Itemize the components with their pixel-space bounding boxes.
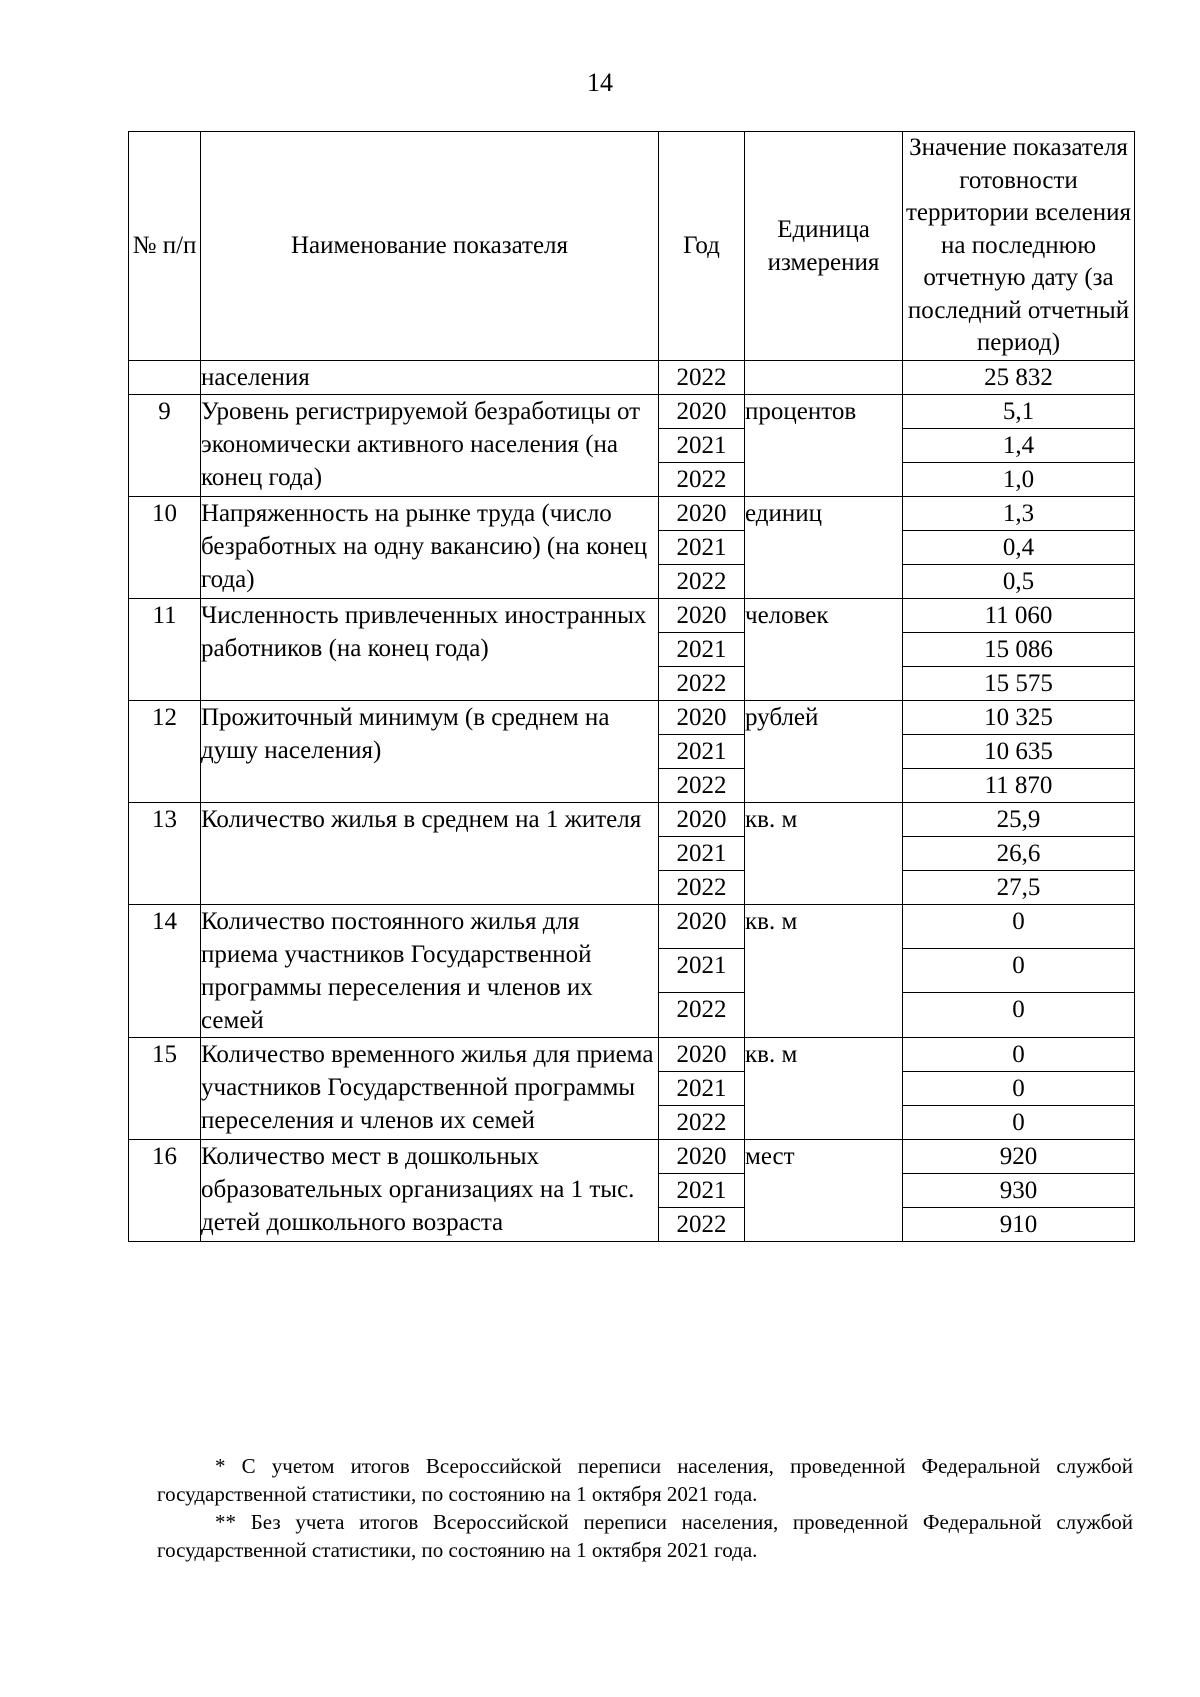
- cell-year: 2022: [659, 462, 745, 496]
- cell-year: 2021: [659, 1071, 745, 1105]
- indicators-table: [128, 131, 1135, 1242]
- cell-value: 0: [903, 948, 1135, 992]
- footnote-1: * С учетом итогов Всероссийской переписи населения, проведенной Федеральной службой государственной статистики, по состоянию на 1 октября 2021 года.: [157, 1454, 1133, 1506]
- cell-unit: кв. м: [745, 802, 903, 904]
- cell-unit: единиц: [745, 496, 903, 598]
- cell-year: 2022: [659, 1207, 745, 1241]
- cell-value: 0: [903, 1037, 1135, 1071]
- cell-value: 0: [903, 1105, 1135, 1139]
- continuation-row: [129, 360, 1135, 394]
- cell-num: 15: [129, 1037, 201, 1139]
- cell-unit: кв. м: [745, 1037, 903, 1139]
- cell-name: Количество постоянного жилья для приема участников Государственной программы переселения и членов их семей: [201, 904, 659, 1037]
- cell-year: 2020: [659, 1139, 745, 1173]
- cell-year: 2020: [659, 394, 745, 428]
- cell-value: 10 635: [903, 734, 1135, 768]
- cell-year: 2021: [659, 428, 745, 462]
- cell-year: 2021: [659, 1173, 745, 1207]
- cell-value: 5,1: [903, 394, 1135, 428]
- cell-num: 13: [129, 802, 201, 904]
- page-number: 14: [587, 68, 613, 97]
- cell-name: Количество временного жилья для приема участников Государственной программы переселения и членов их семей: [201, 1037, 659, 1139]
- cell-year: 2022: [659, 768, 745, 802]
- cell-year: 2020: [659, 802, 745, 836]
- table-header-row: [129, 132, 1135, 361]
- cell-value: 10 325: [903, 700, 1135, 734]
- cell-num: 16: [129, 1139, 201, 1241]
- table-row: [129, 598, 1135, 632]
- table-row: [129, 802, 1135, 836]
- cell-value: 27,5: [903, 870, 1135, 904]
- cell-value: 910: [903, 1207, 1135, 1241]
- cell-value: 11 060: [903, 598, 1135, 632]
- cell-year: 2022: [659, 1105, 745, 1139]
- cell-num: [129, 360, 201, 394]
- cell-unit: человек: [745, 598, 903, 700]
- cell-unit: мест: [745, 1139, 903, 1241]
- header-num: № п/п: [129, 132, 201, 361]
- cell-num: 10: [129, 496, 201, 598]
- cell-value: 1,3: [903, 496, 1135, 530]
- cell-year: 2020: [659, 1037, 745, 1071]
- cell-value: 26,6: [903, 836, 1135, 870]
- cell-value: 0: [903, 1071, 1135, 1105]
- cell-value: 1,4: [903, 428, 1135, 462]
- cell-value: 0,4: [903, 530, 1135, 564]
- cell-num: 14: [129, 904, 201, 1037]
- table-row: [129, 1139, 1135, 1173]
- header-unit: Единица измерения: [745, 132, 903, 361]
- footnotes: [157, 1452, 1133, 1564]
- cell-year: 2022: [659, 666, 745, 700]
- cell-year: 2022: [659, 360, 745, 394]
- cell-year: 2021: [659, 948, 745, 992]
- cell-value: 11 870: [903, 768, 1135, 802]
- cell-year: 2022: [659, 870, 745, 904]
- table-row: [129, 700, 1135, 734]
- cell-year: 2020: [659, 700, 745, 734]
- cell-year: 2020: [659, 496, 745, 530]
- cell-year: 2022: [659, 564, 745, 598]
- cell-value: 1,0: [903, 462, 1135, 496]
- cell-year: 2021: [659, 632, 745, 666]
- cell-name: Напряженность на рынке труда (число безработных на одну вакансию) (на конец года): [201, 496, 659, 598]
- cell-year: 2021: [659, 734, 745, 768]
- table-body: [129, 360, 1135, 1241]
- cell-num: 11: [129, 598, 201, 700]
- cell-unit: кв. м: [745, 904, 903, 1037]
- table-row: [129, 904, 1135, 948]
- header-value: Значение показателя готовности территории вселения на последнюю отчетную дату (за последний отчетный период): [903, 132, 1135, 361]
- cell-unit: процентов: [745, 394, 903, 496]
- cell-year: 2021: [659, 836, 745, 870]
- cell-year: 2020: [659, 598, 745, 632]
- header-year: Год: [659, 132, 745, 361]
- cell-year: 2022: [659, 993, 745, 1037]
- header-name: Наименование показателя: [201, 132, 659, 361]
- cell-name: Количество жилья в среднем на 1 жителя: [201, 802, 659, 904]
- cell-name: Прожиточный минимум (в среднем на душу населения): [201, 700, 659, 802]
- cell-value: 920: [903, 1139, 1135, 1173]
- cell-year: 2020: [659, 904, 745, 948]
- cell-name: Количество мест в дошкольных образовательных организациях на 1 тыс. детей дошкольного возраста: [201, 1139, 659, 1241]
- cell-value: 0: [903, 904, 1135, 948]
- cell-value: 930: [903, 1173, 1135, 1207]
- cell-value: 0,5: [903, 564, 1135, 598]
- cell-name: Уровень регистрируемой безработицы от экономически активного населения (на конец года): [201, 394, 659, 496]
- cell-value: 0: [903, 993, 1135, 1037]
- cell-value: 15 086: [903, 632, 1135, 666]
- cell-name: Численность привлеченных иностранных работников (на конец года): [201, 598, 659, 700]
- cell-name: населения: [201, 360, 659, 394]
- table-row: [129, 394, 1135, 428]
- cell-year: 2021: [659, 530, 745, 564]
- table-row: [129, 496, 1135, 530]
- cell-unit: [745, 360, 903, 394]
- cell-value: 25,9: [903, 802, 1135, 836]
- table-row: [129, 1037, 1135, 1071]
- cell-value: 25 832: [903, 360, 1135, 394]
- footnote-2: ** Без учета итогов Всероссийской переписи населения, проведенной Федеральной службой государственной статистики, по состоянию на 1 октября 2021 года.: [157, 1510, 1133, 1562]
- cell-value: 15 575: [903, 666, 1135, 700]
- cell-num: 9: [129, 394, 201, 496]
- cell-num: 12: [129, 700, 201, 802]
- cell-unit: рублей: [745, 700, 903, 802]
